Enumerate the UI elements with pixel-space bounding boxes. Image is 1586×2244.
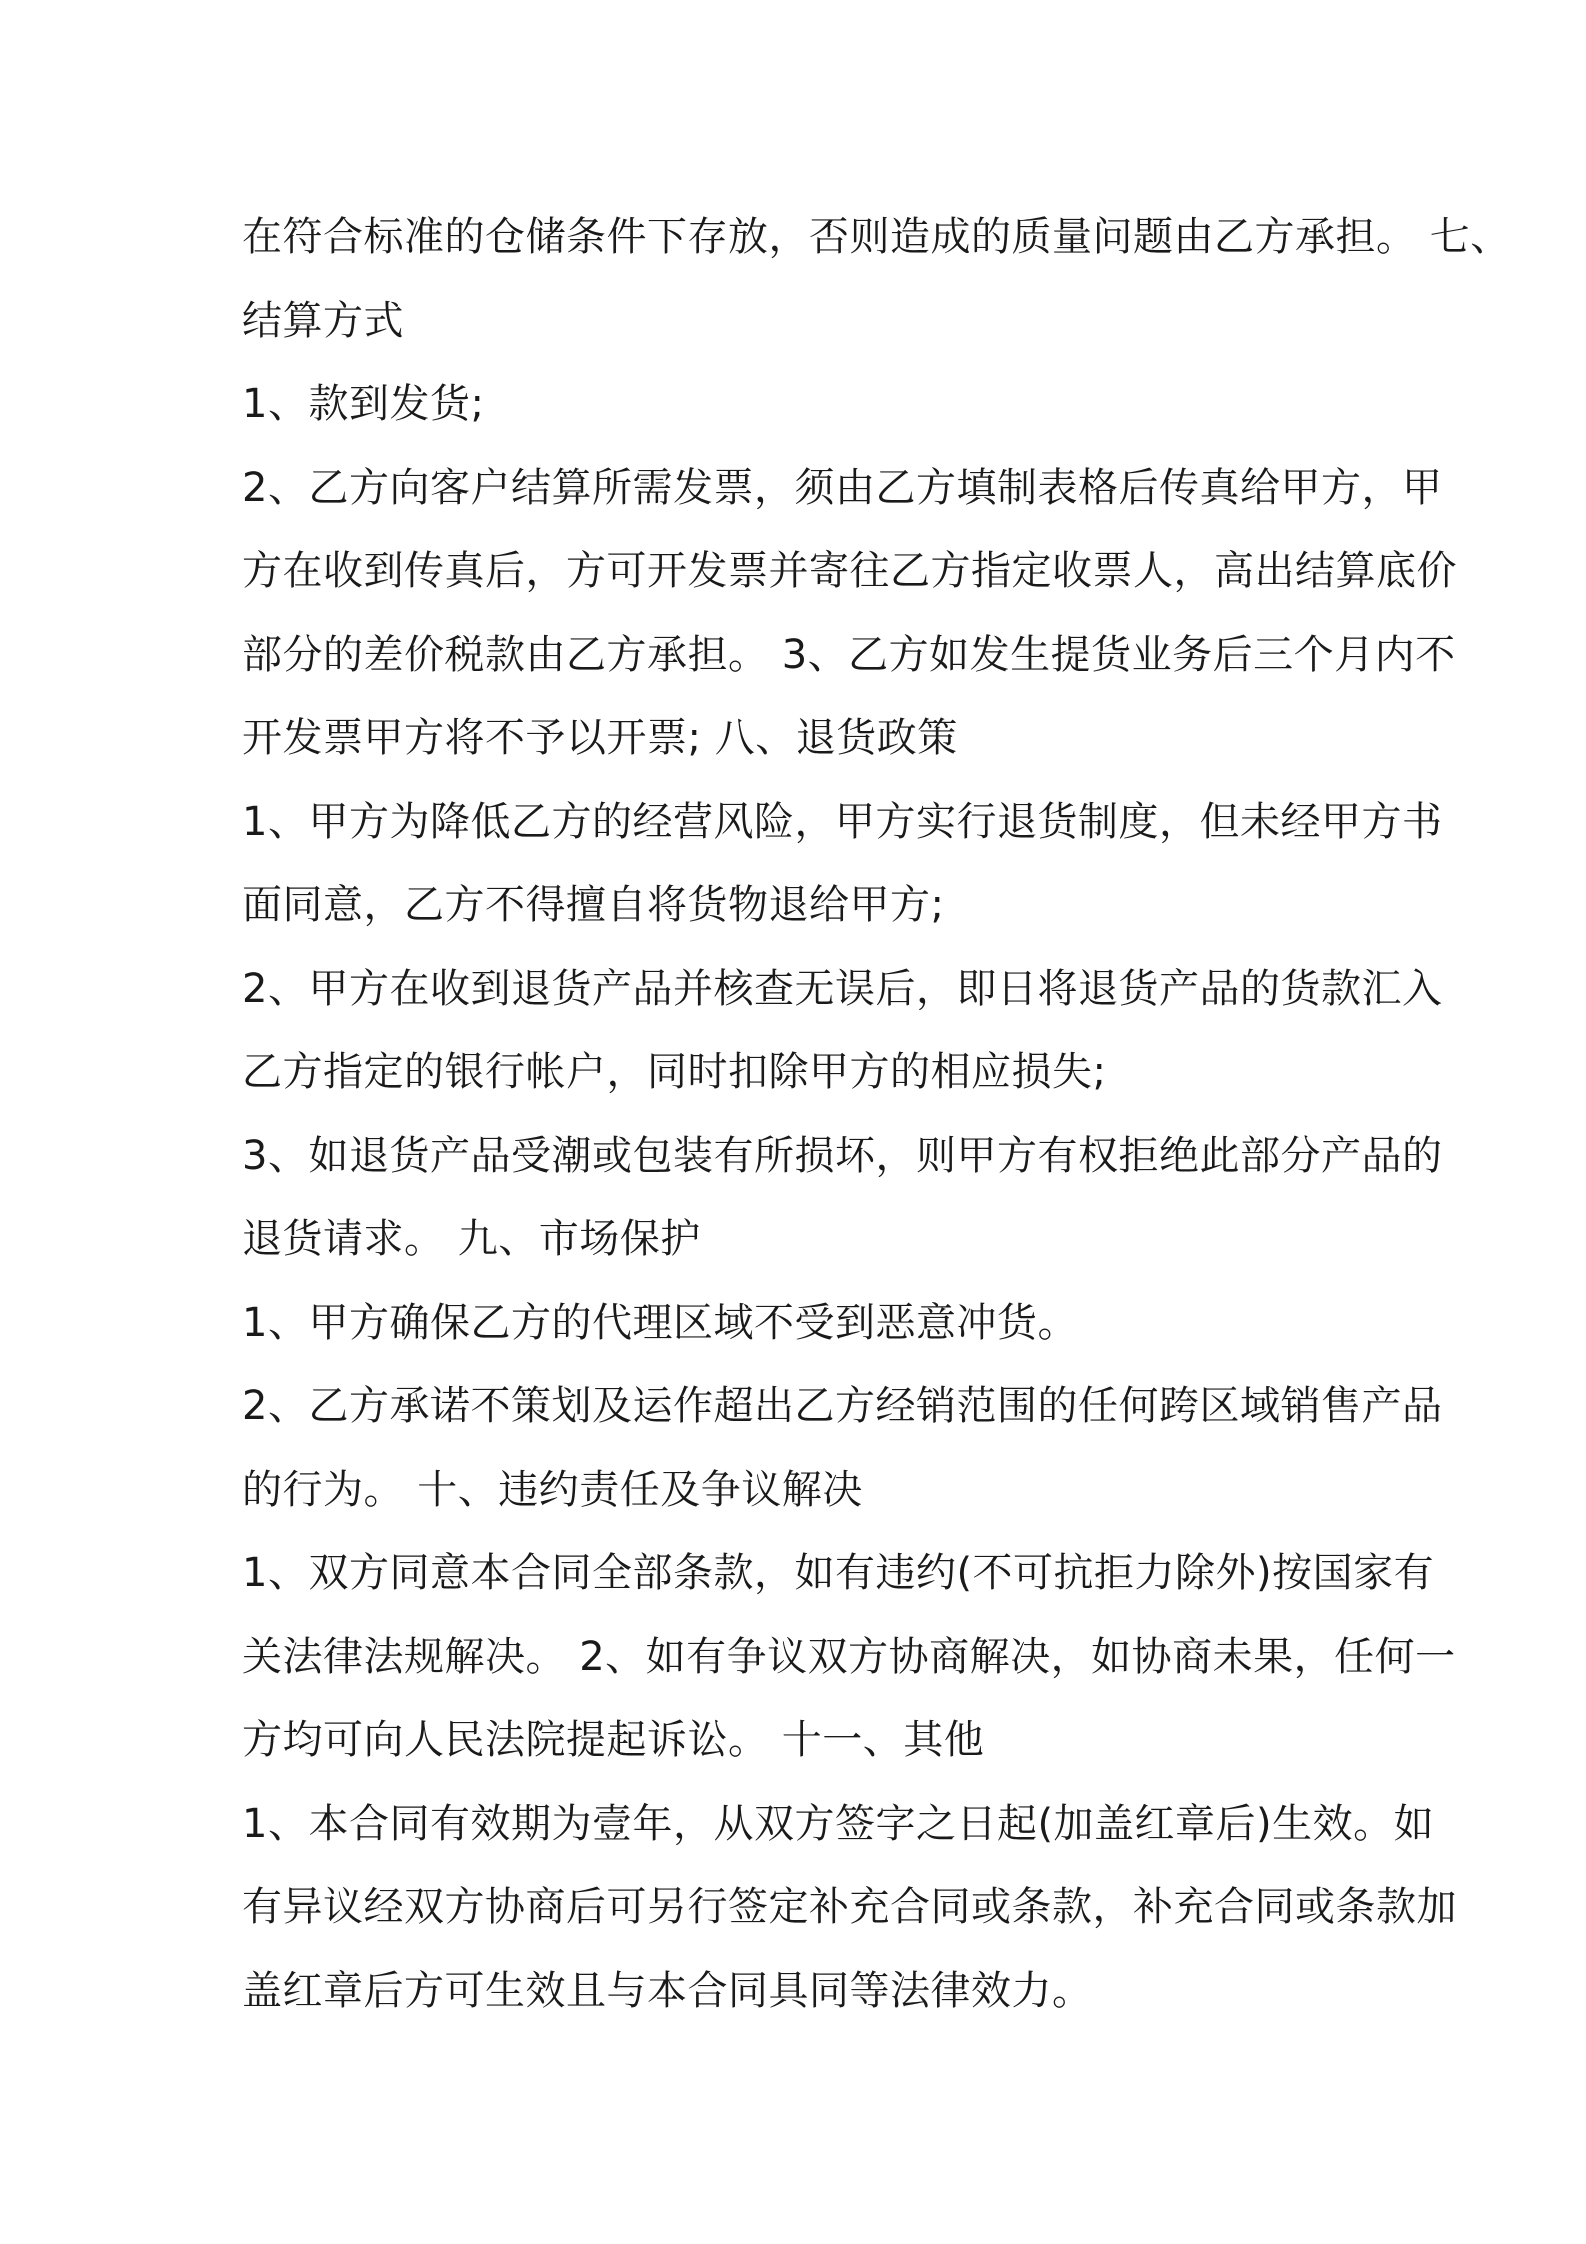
text-line: 盖红章后方可生效且与本合同具同等法律效力。	[242, 1967, 1093, 2014]
text-line: 部分的差价税款由乙方承担。 3、乙方如发生提货业务后三个月内不	[242, 631, 1456, 678]
text-line: 结算方式	[242, 297, 404, 344]
text-line: 1、双方同意本合同全部条款，如有违约(不可抗拒力除外)按国家有	[242, 1550, 1435, 1596]
text-line: 3、如退货产品受潮或包装有所损坏，则甲方有权拒绝此部分产品的	[242, 1132, 1443, 1179]
text-line: 面同意，乙方不得擅自将货物退给甲方;	[242, 882, 945, 928]
text-line: 的行为。 十、违约责任及争议解决	[242, 1466, 863, 1513]
text-line: 1、本合同有效期为壹年，从双方签字之日起(加盖红章后)生效。如	[242, 1800, 1435, 1847]
text-line: 关法律法规解决。 2、如有争议双方协商解决，如协商未果，任何一	[242, 1633, 1456, 1680]
text-line: 2、乙方承诺不策划及运作超出乙方经销范围的任何跨区域销售产品	[242, 1383, 1443, 1429]
text-line: 方在收到传真后，方可开发票并寄往乙方指定收票人，高出结算底价	[242, 548, 1457, 594]
text-line: 乙方指定的银行帐户，同时扣除甲方的相应损失;	[242, 1049, 1107, 1095]
text-line: 2、甲方在收到退货产品并核查无误后，即日将退货产品的货款汇入	[242, 965, 1443, 1012]
text-line: 退货请求。 九、市场保护	[242, 1216, 701, 1262]
text-line: 1、甲方为降低乙方的经营风险，甲方实行退货制度，但未经甲方书	[242, 798, 1443, 845]
contract-text-block	[242, 196, 1511, 2033]
text-line: 在符合标准的仓储条件下存放，否则造成的质量问题由乙方承担。 七、	[242, 214, 1511, 260]
text-line: 有异议经双方协商后可另行签定补充合同或条款，补充合同或条款加	[242, 1884, 1457, 1930]
text-line: 2、乙方向客户结算所需发票，须由乙方填制表格后传真给甲方，甲	[242, 464, 1443, 511]
text-line: 开发票甲方将不予以开票; 八、退货政策	[242, 715, 958, 761]
text-line: 方均可向人民法院提起诉讼。 十一、其他	[242, 1717, 985, 1763]
text-line: 1、甲方确保乙方的代理区域不受到恶意冲货。	[242, 1299, 1078, 1346]
text-line: 1、款到发货;	[242, 381, 485, 427]
